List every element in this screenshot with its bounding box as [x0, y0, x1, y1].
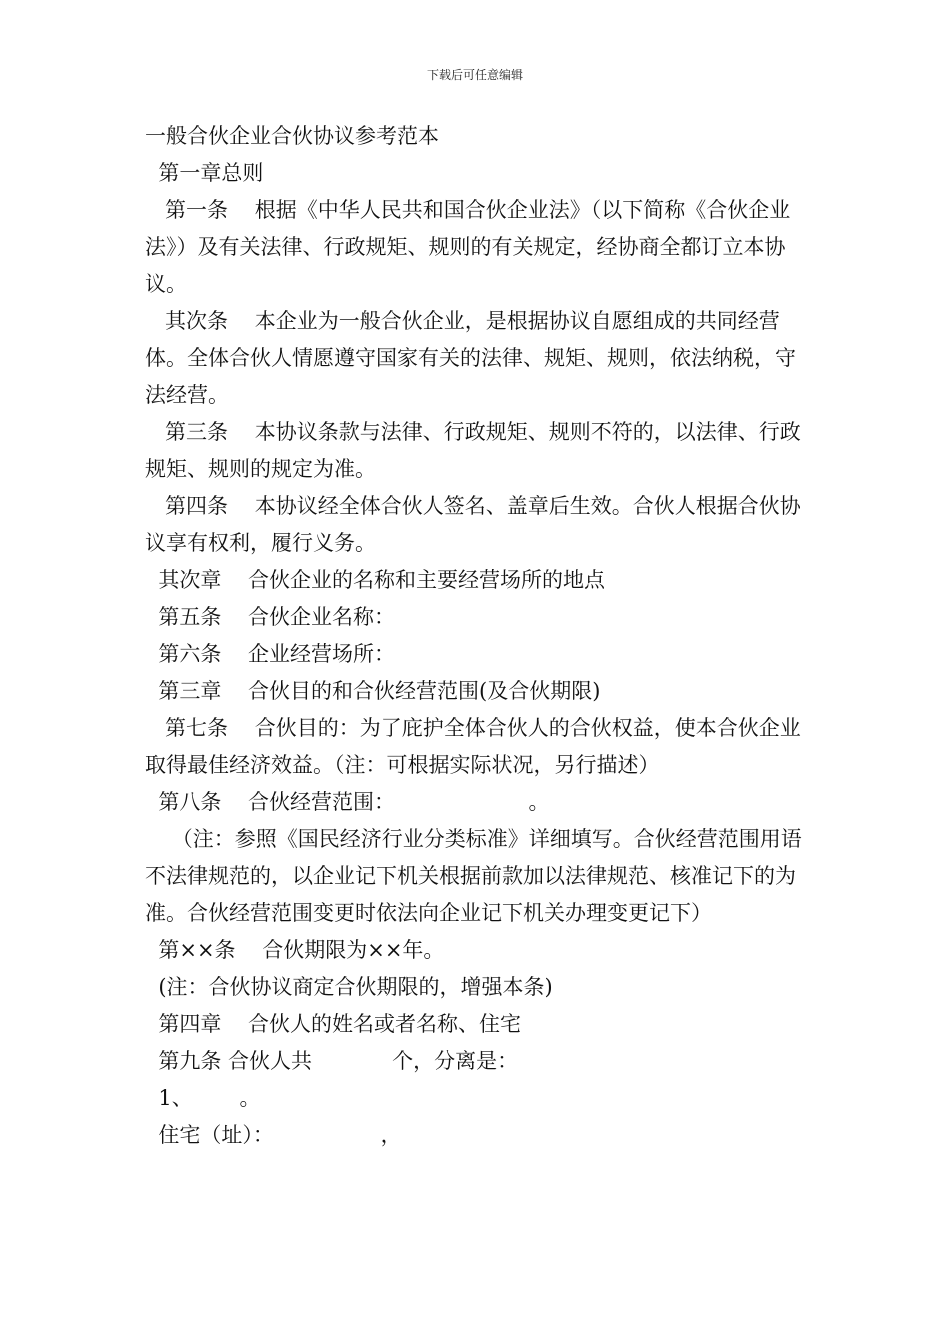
note-paragraph: （注：参照《国民经济行业分类标准》详细填写。合伙经营范围用语不法律规范的，以企业记下机关根据前款加以法律规范、核准记下的为准。合伙经营范围变更时依法向企业记下机关办理变更记下） — [145, 827, 802, 925]
article-paragraph: 第三条 本协议条款与法律、行政规矩、规则不符的，以法律、行政规矩、规则的规定为准。 — [145, 420, 801, 481]
article-line: 第××条 合伙期限为××年。 — [145, 938, 445, 962]
article-line: 第五条 合伙企业名称： — [145, 605, 396, 629]
article-paragraph: 第七条 合伙目的：为了庇护全体合伙人的合伙权益，使本合伙企业取得最佳经济效益。（注：可根据实际状况，另行描述） — [145, 716, 801, 777]
article-paragraph: 第四条 本协议经全体合伙人签名、盖章后生效。合伙人根据合伙协议享有权利，履行义务。 — [145, 494, 801, 555]
article-paragraph: 第一条 根据《中华人民共和国合伙企业法》（以下简称《合伙企业法》）及有关法律、行政规矩、规则的有关规定，经协商全都订立本协议。 — [145, 198, 791, 296]
list-item: 1、 。 — [145, 1086, 261, 1110]
chapter-heading: 其次章 合伙企业的名称和主要经营场所的地点 — [145, 568, 606, 592]
document-body — [145, 118, 810, 1154]
article-paragraph: 其次条 本企业为一般合伙企业，是根据协议自愿组成的共同经营体。全体合伙人情愿遵守国家有关的法律、规矩、规则，依法纳税，守法经营。 — [145, 309, 796, 407]
chapter-heading: 第四章 合伙人的姓名或者名称、住宅 — [145, 1012, 522, 1036]
address-line: 住宅（址）： ， — [145, 1123, 402, 1147]
document-title: 一般合伙企业合伙协议参考范本 — [145, 124, 439, 148]
note-line: (注：合伙协议商定合伙期限的，增强本条) — [145, 975, 553, 999]
article-line: 第八条 合伙经营范围： 。 — [145, 790, 550, 814]
page-header: 下载后可任意编辑 — [426, 68, 523, 82]
chapter-heading: 第一章总则 — [145, 161, 264, 185]
article-line: 第六条 企业经营场所： — [145, 642, 396, 666]
chapter-heading: 第三章 合伙目的和合伙经营范围(及合伙期限) — [145, 679, 601, 703]
article-line: 第九条 合伙人共 个，分离是： — [145, 1049, 519, 1073]
